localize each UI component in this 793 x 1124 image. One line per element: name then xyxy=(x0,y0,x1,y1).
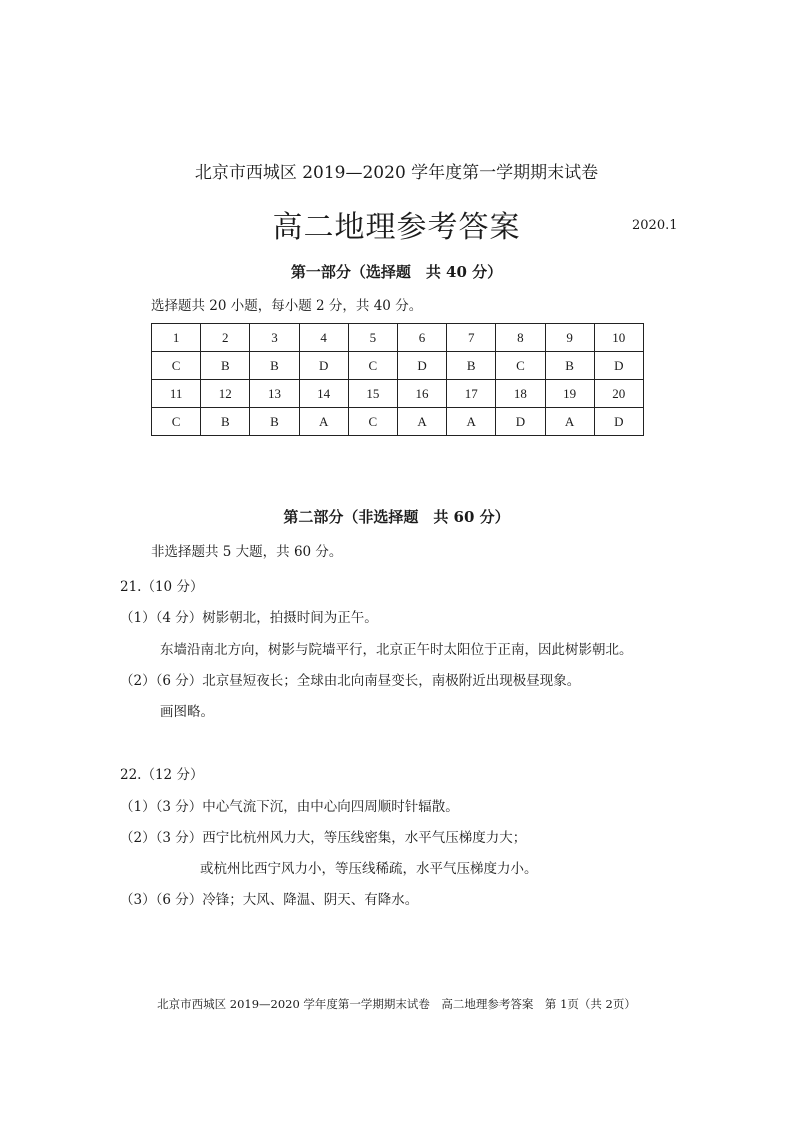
q21-heading: 21.（10 分） xyxy=(120,579,204,595)
question-number-cell: 12 xyxy=(201,380,250,408)
part2-note: 非选择题共 5 大题，共 60 分。 xyxy=(151,544,343,560)
answer-cell: B xyxy=(447,352,496,380)
question-number-cell: 5 xyxy=(348,324,397,352)
table-row xyxy=(152,352,644,380)
q22-answer-2-alt: 或杭州比西宁风力小，等压线稀疏，水平气压梯度力小。 xyxy=(200,861,538,877)
part1-note: 选择题共 20 小题，每小题 2 分，共 40 分。 xyxy=(151,298,423,314)
question-number-cell: 10 xyxy=(594,324,643,352)
answer-cell: A xyxy=(397,408,446,436)
part2-title: 第二部分（非选择题 共 60 分） xyxy=(283,508,510,526)
question-number-cell: 6 xyxy=(397,324,446,352)
question-number-cell: 8 xyxy=(496,324,545,352)
answer-cell: B xyxy=(250,352,299,380)
answer-cell: D xyxy=(496,408,545,436)
table-row xyxy=(152,408,644,436)
answer-cell: A xyxy=(545,408,594,436)
answer-cell: C xyxy=(496,352,545,380)
answer-cell: D xyxy=(299,352,348,380)
answer-cell: B xyxy=(545,352,594,380)
answer-cell: B xyxy=(201,352,250,380)
answer-cell: D xyxy=(397,352,446,380)
question-number-cell: 4 xyxy=(299,324,348,352)
answer-cell: C xyxy=(152,408,201,436)
question-number-cell: 19 xyxy=(545,380,594,408)
document-date: 2020.1 xyxy=(632,218,678,233)
table-row xyxy=(152,324,644,352)
answer-cell: A xyxy=(447,408,496,436)
q21-answer-1: （1）（4 分）树影朝北，拍摄时间为正午。 xyxy=(120,610,378,626)
question-number-cell: 1 xyxy=(152,324,201,352)
answer-cell: D xyxy=(594,408,643,436)
question-number-cell: 9 xyxy=(545,324,594,352)
q22-answer-3: （3）（6 分）冷锋；大风、降温、阴天、有降水。 xyxy=(120,892,419,908)
question-number-cell: 20 xyxy=(594,380,643,408)
exam-title: 北京市西城区 2019—2020 学年度第一学期期末试卷 xyxy=(194,163,599,183)
answer-cell: C xyxy=(152,352,201,380)
q21-answer-2-detail: 画图略。 xyxy=(160,704,214,720)
answer-cell: B xyxy=(250,408,299,436)
answer-cell: B xyxy=(201,408,250,436)
q21-answer-2: （2）（6 分）北京昼短夜长；全球由北向南昼变长，南极附近出现极昼现象。 xyxy=(120,673,581,689)
answer-cell: C xyxy=(348,408,397,436)
question-number-cell: 3 xyxy=(250,324,299,352)
q22-answer-1: （1）（3 分）中心气流下沉，由中心向四周顺时针辐散。 xyxy=(120,799,459,815)
answer-cell: A xyxy=(299,408,348,436)
question-number-cell: 16 xyxy=(397,380,446,408)
question-number-cell: 15 xyxy=(348,380,397,408)
q22-answer-2: （2）（3 分）西宁比杭州风力大，等压线密集，水平气压梯度力大； xyxy=(120,830,527,846)
page-footer: 北京市西城区 2019—2020 学年度第一学期期末试卷 高二地理参考答案 第 1页（共 2页） xyxy=(157,997,636,1011)
answer-table xyxy=(151,323,644,436)
part1-title: 第一部分（选择题 共 40 分） xyxy=(290,263,503,281)
question-number-cell: 11 xyxy=(152,380,201,408)
question-number-cell: 17 xyxy=(447,380,496,408)
question-number-cell: 13 xyxy=(250,380,299,408)
table-row xyxy=(152,380,644,408)
answer-cell: C xyxy=(348,352,397,380)
question-number-cell: 18 xyxy=(496,380,545,408)
question-number-cell: 2 xyxy=(201,324,250,352)
q21-answer-1-detail: 东墙沿南北方向，树影与院墙平行，北京正午时太阳位于正南，因此树影朝北。 xyxy=(160,642,633,658)
q22-heading: 22.（12 分） xyxy=(120,767,204,783)
document-title: 高二地理参考答案 xyxy=(272,210,521,245)
question-number-cell: 7 xyxy=(447,324,496,352)
question-number-cell: 14 xyxy=(299,380,348,408)
answer-cell: D xyxy=(594,352,643,380)
